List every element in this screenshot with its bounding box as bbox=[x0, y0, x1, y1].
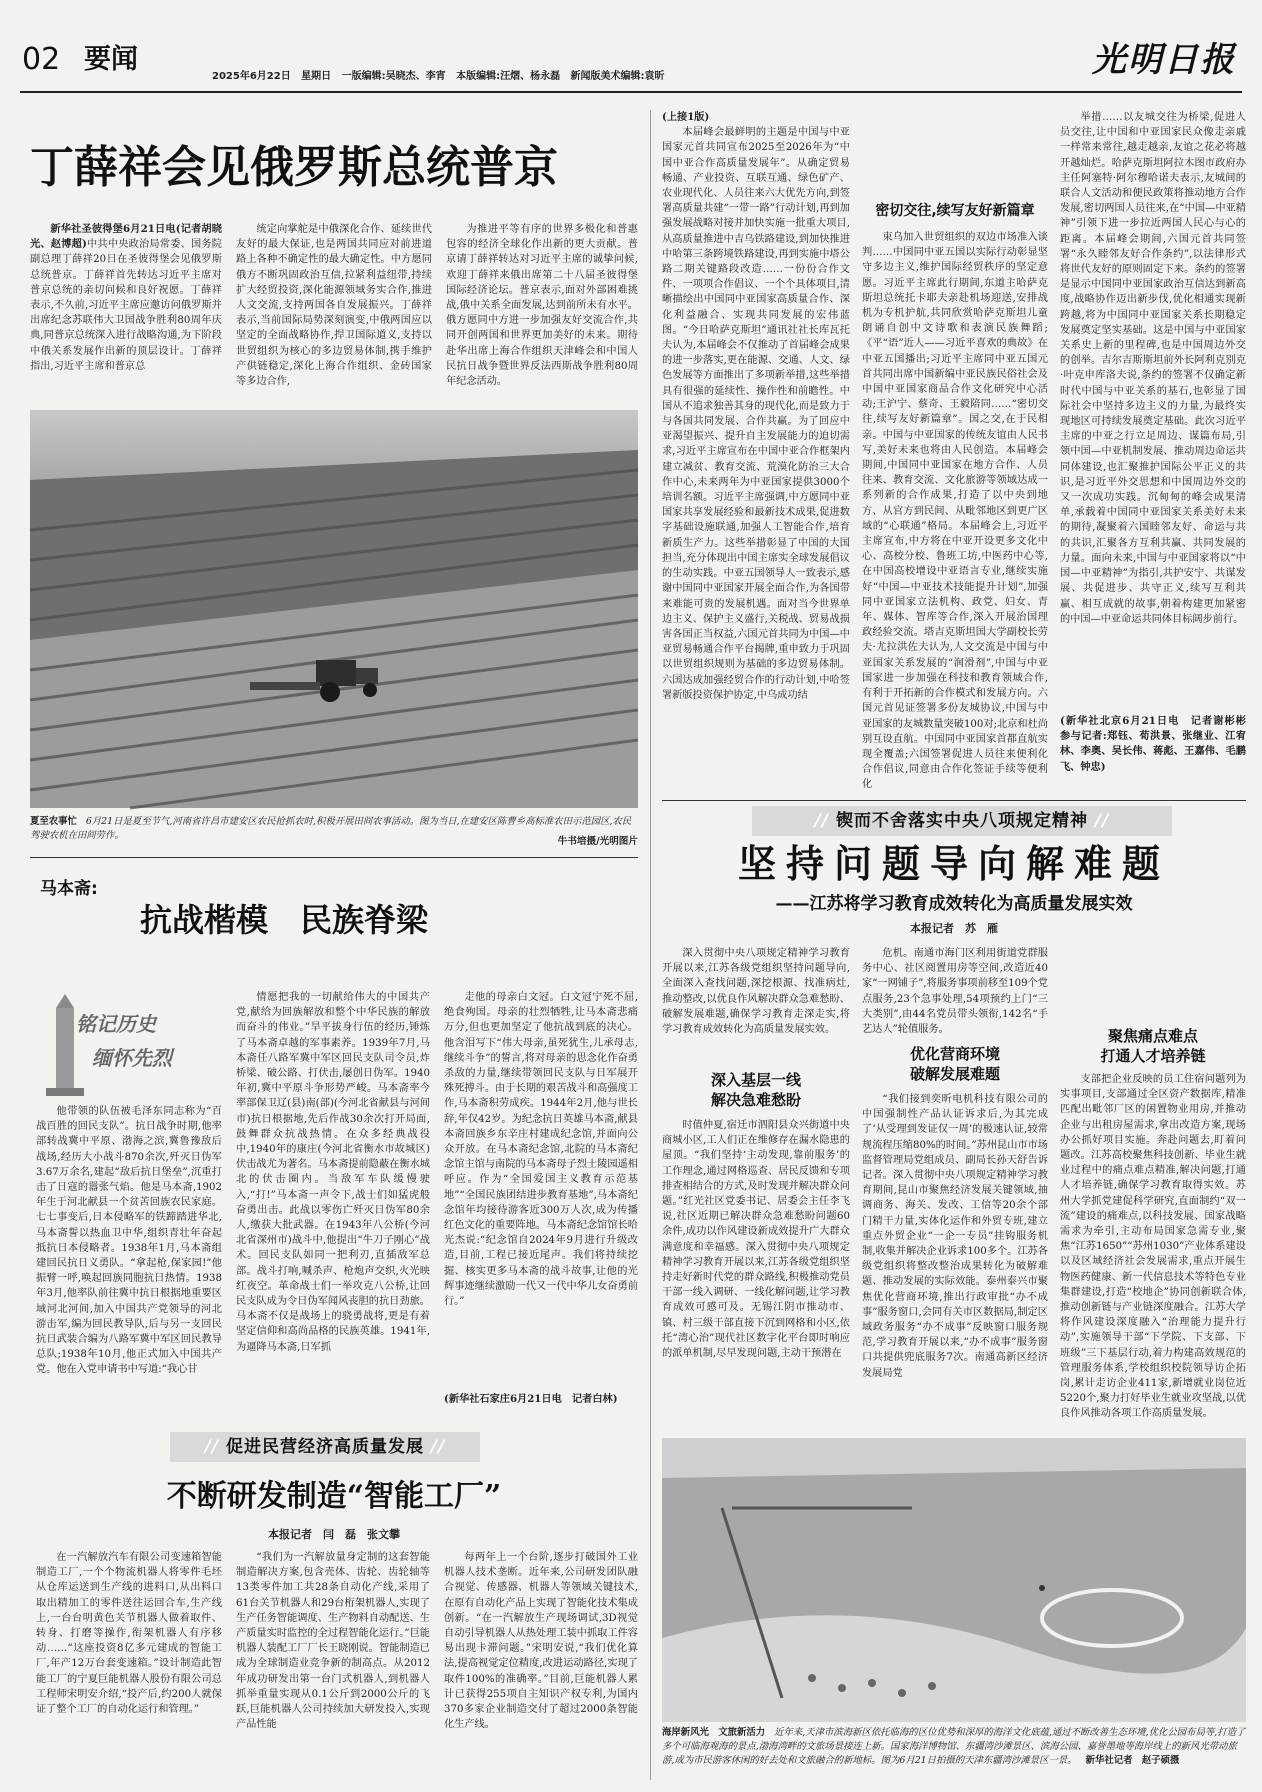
article2-col3 bbox=[444, 990, 638, 1392]
editor-credit-1: 一版编辑:吴晓杰、李宵 bbox=[341, 71, 446, 82]
jetski-icon bbox=[1039, 1585, 1045, 1591]
farm-caption-title: 夏至农事忙 bbox=[30, 816, 77, 827]
article4-col3-text: 举措……以友城交往为桥梁,促进人员交往,让中国和中亚国家民众像走亲戚一样常来常往,越走越亲,友谊之花必将越开越灿烂。哈萨克斯坦阿拉木图市政府办主任阿塞特·阿尔穆哈诺夫表示,友城间的联合人文活动和便民政策将推动地方合作发展,密切两国人员往来,在“中国—中亚精神”引领下进一步拉近两国人民心与心的距离。本届峰会期间,六国元首共同签署“永久睦邻友好合作条约”,以法律形式将世代友好的原则固定下来。条约的签署是显示中国同中亚国家政治互信达到新高度,战略协作迈出新步伐,优化相通实现新跨越,将为中国同中亚国家关系长期稳定发展奠定坚实基础。这是中国与中亚国家关系史上新的里程碑,也是中国周边外交的创举。吉尔吉斯斯坦前外长阿利克别克·叶克申库洛夫说,条约的签署不仅确定新时代中国与中亚关系的基石,也彰显了国际社会中坚持多边主义的力量,为最终实现地区可持续发展奠定基础。此次习近平主席的中亚之行立足周边、谋篇布局,引领中国—中亚机制发展、推动周边命运共同体建设,也汇聚推护国际公平正义的共识,是习近平外交思想和中国周边外交的又一次成功实践。沉甸甸的峰会成果清单,承载着中国同中亚国家关系美好未来的期待,凝聚着六国睦邻友好、命运与共的共识,汇聚各方互利共赢、共同发展的力量。面向未来,中国与中亚国家将以“中国—中亚精神”为指引,共护安宁、共谋发展、共促进步、共守正义,续写互利共赢、相互成就的故事,朝着构建更加紧密的中国—中亚命运共同体目标阔步前行。 bbox=[1060, 112, 1246, 625]
article4-col2-subhead-gap bbox=[862, 200, 1048, 230]
farm-photo-credit: 牛书培摄/光明图片 bbox=[557, 836, 638, 847]
beach-photo-credit: 新华社记者 赵子硕摄 bbox=[1085, 1755, 1180, 1766]
beach-caption-title: 海岸新风光 文旅新活力 bbox=[662, 1727, 766, 1738]
article4-col2-text: 束乌加入世贸组织的双边市场准入谈判……中国同中亚五国以实际行动彰显坚守多边主义,维护国际经贸秩序的坚定意愿。习近平主席此行期间,东道主哈萨克斯坦总统托卡耶夫亲赴机场迎送,安排战机为专机护航,共同欣赏哈萨克斯坦儿童朗诵自创中文诗歌和表演民族舞蹈;《平“语”近人——习近平喜欢的典故》在中亚五国播出;习近平主席同中亚五国元首共同出席中国新编中亚民族民俗社会及中国中亚国家商品合作文化研究中心活动;王沪宁、蔡奇、王毅陪同……“密切交往,续写友好新篇章”。国之交,在于民相亲。中国与中亚国家的传统友谊由人民书写,美好未来也将由人民创造。本届峰会期间,中国同中亚国家在地方合作、人员往来、教育交流、文化旅游等领域达成一系列新的合作成果,打造了以中央到地方、从官方到民间、从毗邻地区到更广区域的“心联通”格局。本届峰会上,习近平主席宣布,中方将在中亚开设更多文化中心、高校分校、鲁班工坊,中医药中心等,在中国高校增设中亚语言专业,继续实施好“中国—中亚技术技能提升计划”,加强同中亚国家立法机构、政党、妇女、青年、媒体、智库等合作,深入开展治国理政经验交流。塔吉克斯坦国大学副校长劳夫·尤拉洪佐夫认为,人文交流是中国与中亚国家关系发展的“润滑剂”,中国与中亚国家进一步加强在科技和教育领域合作,有利于开拓新的合作模式和发展方向。六国元首见证签署多份友城协议,中国与中亚国家的友城数量突破100对;北京和杜尚别互设直航。中国同中亚国家首都直航实现全覆盖;六国签署促进人员往来便利化合作倡议,同意由合作化签证手续等便利化 bbox=[862, 232, 1048, 791]
remember-history-logo bbox=[36, 990, 196, 1100]
article1-col2 bbox=[236, 222, 432, 398]
article1-col1 bbox=[30, 222, 222, 398]
section-name: 要闻 bbox=[84, 44, 138, 75]
article3-col2 bbox=[236, 1550, 430, 1786]
banner2-slash-left: // bbox=[814, 811, 830, 831]
masthead bbox=[0, 0, 1262, 92]
article5-subhead-1: 深入基层一线 解决急难愁盼 bbox=[710, 1071, 801, 1109]
article2-col1-text: 他带领的队伍被毛泽东同志称为“百战百胜的回民支队”。抗日战争时期,他率部转战冀中平原、渤海之滨,冀鲁豫敌后战场,经历大小战斗870余次,歼灭日伪军3.67万余名,建起“敌后抗日堡垒”,沉重打击了日寇的嚣张气焰。他是马本斋,1902年生于河北献县一个贫苦回族农民家庭。七七事变后,日本侵略军的铁蹄踏进华北,马本斋誓以热血卫中华,组织青壮年奋起抵抗日本侵略者。1938年1月,马本斋组建回民抗日义勇队。“拿起枪,保家园!”他振臂一呼,唤起回族同胞抗日热情。1938年3月,他率队前往冀中抗日根据地重要区域河北河间,加入中国共产党领导的河北游击军,编为回民教导队,后与另一支回民抗日武装合编为八路军冀中军区回民教导总队;1938年10月,他正式加入中国共产党。他在入党申请书中写道:“我心甘 bbox=[36, 1106, 222, 1376]
article2-sign bbox=[444, 1392, 638, 1424]
farm-photo-image bbox=[30, 410, 638, 808]
article5-col1b-text: 时值仲夏,宿迁市泗阳县众兴街道中央商城小区,工人们正在维修存在漏水隐患的屋顶。“我们坚持‘主动发现,靠前服务’的工作理念,通过网格巡查、居民反馈和专项排查相结合的方式,及时发现并解决群众问题。”红光社区党委书记、居委会主任李飞说,社区近期已解决群众急难愁盼问题60余件,成功以作风建设新成效提升广大群众满意度和幸福感。深入贯彻中央八项规定精神学习教育开展以来,江苏各级党组织坚持走好新时代党的群众路线,积极推动党员干部一线入调研、一线化解问题,让学习教育成效可感可及。无锡江阴市推动市、镇、村三级干部直接下沉到网格和小区,依托“湾心治”现代社区数字化平台即时响应的派单机制,尽早发现问题,主动干预潜在 bbox=[662, 1120, 850, 1360]
article5-subhead-2: 优化营商环境 破解发展难题 bbox=[909, 1045, 1000, 1083]
issue-date: 2025年6月22日 bbox=[212, 71, 291, 82]
article4-sign-text: (新华社北京6月21日电 记者谢彬彬 参与记者:郑钰、荀洪景、张继业、江宥林、李奥、吴长伟、蒋彪、王嘉伟、毛鹏飞、钟忠) bbox=[1060, 715, 1257, 773]
article4-continued: (上接1版) bbox=[662, 111, 710, 123]
headline-dingxuexiang: 丁薛祥会见俄罗斯总统普京 bbox=[30, 142, 558, 193]
article5-intro-text: 深入贯彻中央八项规定精神学习教育开展以来,江苏各级党组织坚持问题导向,全面深入查找问题,深挖根源、找准病灶,推动整改,以优良作风解决群众急难愁盼、破解发展难题,确保学习教育走深走实,将学习教育成效转化为高质量发展实效。 bbox=[662, 948, 850, 1036]
article3-col1 bbox=[36, 1550, 222, 1786]
article4-sign bbox=[1060, 714, 1257, 794]
page-number: 02 bbox=[22, 42, 61, 77]
beach-photo bbox=[662, 1438, 1246, 1722]
issue-weekday: 星期日 bbox=[301, 71, 332, 82]
article3-col3-text: 每两年上一个台阶,逐步打破国外工业机器人技术垄断。近年来,公司研发团队融合视觉、传感器、机器人等领域关键技术,在原有自动化产品上实现了智能化技术集成创新。“在一汽解放生产现场调试,3D视觉自动引导机器人从热处理工装中抓取工件容易出现卡滞问题。”宋明安说,“我们优化算法,提高视觉定位精度,改进运动路径,实现了取件100%的准确率。”目前,巨能机器人累计已获得255项自主知识产权专利,为国内370多家企业制造交付了超过2000条智能化生产线。 bbox=[444, 1552, 638, 1731]
article1-dateline: 新华社圣彼得堡6月21日电(记者胡晓光、赵博超) bbox=[30, 223, 222, 251]
divider-left-1 bbox=[30, 857, 638, 858]
article4-col2-spacer bbox=[862, 110, 1048, 200]
newspaper-logo: 光明日报 bbox=[1092, 40, 1236, 80]
page-column-divider bbox=[650, 110, 651, 1780]
art-editor-credit: 新闻版美术编辑:袁昕 bbox=[570, 71, 665, 82]
beach-photo-image bbox=[662, 1438, 1246, 1722]
article5-col2b-text: “我们接到奕昕电机科技有限公司的中国强制性产品认证诉求后,为其完成了‘从受理到发证仅一周’的极速认证,较常规流程压缩80%的时间。”苏州昆山市市场监督管理局党组成员、副局长孙天舒告诉记者。深入贯彻中央八项规定精神学习教育期间,昆山市聚焦经济发展关键领域,抽调商务、海关、发改、工信等20余个部门精干力量,实体化运作和外贸专班,建立重点外贸企业“一企一专员”挂钩服务机制,收集并解决企业诉求100多个。江苏各级党组织将整改整治成果转化为破解难题、推动发展的实际效能。泰州泰兴市聚焦优化营商环境,推出行政审批“办不成事”服务窗口,会同有关市区数据局,制定区域政务服务“办不成事”反映窗口服务规范,学习教育开展以来,“办不成事”服务窗口共提供兜底服务7次。南通高新区经济发展局党 bbox=[862, 1094, 1048, 1379]
problem-oriented-subtitle: ——江苏将学习教育成效转化为高质量发展实效 bbox=[775, 894, 1133, 914]
smart-factory-headline: 不断研发制造“智能工厂” bbox=[166, 1479, 502, 1514]
masthead-rule bbox=[20, 91, 1242, 93]
private-economy-banner-text: 促进民营经济高质量发展 bbox=[226, 1437, 424, 1457]
smart-factory-byline: 本报记者 闫 磊 张文攀 bbox=[268, 1528, 400, 1541]
private-economy-banner bbox=[170, 1432, 480, 1462]
farm-photo bbox=[30, 410, 638, 808]
banner-slash-left: // bbox=[204, 1437, 220, 1457]
logo-text-1: 铭记历史 bbox=[76, 1012, 156, 1036]
article1-col3 bbox=[446, 222, 638, 398]
beach-photo-caption bbox=[662, 1726, 1246, 1786]
problem-oriented-headline: 坚持问题导向解难题 bbox=[737, 841, 1170, 886]
eight-rules-banner-text: 锲而不舍落实中央八项规定精神 bbox=[836, 811, 1088, 831]
farm-caption-text: 6月21日是夏至节气,河南省许昌市建安区农民抢抓农时,积极开展田间农事活动。图为当日,在建安区陈曹乡高标准农田示范园区,农民驾驶农机在田间劳作。 bbox=[30, 816, 632, 841]
article5-col3-subhead-gap bbox=[1060, 1022, 1246, 1072]
article5-col2-body bbox=[862, 1092, 1048, 1430]
article4-col2 bbox=[862, 110, 1048, 792]
eight-rules-banner bbox=[752, 806, 1172, 836]
article4-col3 bbox=[1060, 110, 1246, 714]
banner-slash-right: // bbox=[430, 1437, 446, 1457]
article5-col2-top bbox=[862, 946, 1048, 1038]
article2-col2 bbox=[236, 990, 430, 1416]
article5-subhead-3: 聚焦痛点难点 打通人才培养链 bbox=[1100, 1027, 1206, 1065]
article1-col3-text: 为推进平等有序的世界多极化和普惠包容的经济全球化作出新的更大贡献。普京请丁薛祥转达对习近平主席的诚挚问候,欢迎丁薛祥来俄出席第二十八届圣彼得堡国际经济论坛。普京表示,面对外部困难挑战,俄中关系全面发展,达到前所未有水平。俄方愿同中方进一步加强友好交流合作,共同开创两国和世界更加美好的未来。期待赴华出席上海合作组织天津峰会和中国人民抗日战争暨世界反法西斯战争胜利80周年纪念活动。 bbox=[446, 224, 638, 388]
banner2-slash-right: // bbox=[1094, 811, 1110, 831]
article5-col1-intro bbox=[662, 946, 850, 1062]
article2-col1 bbox=[36, 1104, 222, 1416]
article5-col3 bbox=[1060, 946, 1246, 1430]
article3-col3 bbox=[444, 1550, 638, 1786]
article4-col1 bbox=[662, 110, 850, 792]
article1-col2-text: 统定向掌舵是中俄深化合作、延续世代友好的最大保证,也是两国共同应对前进道路上各种不确定性的最大确定性。中方愿同俄方不断巩固政治互信,拉紧利益纽带,持续扩大经贸投资,深化能源领域务实合作,推进人文交流,支持两国各自发展振兴。丁薛祥表示,当前国际局势深刻演变,中俄两国应以坚定的全面战略协作,捍卫国际道义,支持以世贸组织为核心的多边贸易体制,携手维护产供链稳定,深化上海合作组织、金砖国家等多边合作, bbox=[236, 224, 432, 388]
problem-oriented-byline: 本报记者 苏 雁 bbox=[910, 922, 998, 935]
article2-col3-text: 走他的母亲白文冠。白文冠宁死不屈,绝食殉国。母亲的壮烈牺牲,让马本斋悲痛万分,但也更加坚定了他抗战到底的决心。他含泪写下“伟大母亲,虽死犹生,儿承母志,继续斗争”的誓言,将对母亲的思念化作奋勇杀敌的力量,继续带领回民支队与日军展开殊死搏斗。由于长期的艰苦战斗和高强度工作,马本斋积劳成疾。1944年2月,他与世长辞,年仅42岁。为纪念抗日英雄马本斋,献县本斋回族乡东辛庄村建成纪念馆,并面向公众开放。在马本斋纪念馆,北院的马本斋纪念馆主馆与南院的马本斋母子烈士陵园遥相呼应。作为“全国爱国主义教育示范基地”“全国民族团结进步教育基地”,马本斋纪念馆年均接待游客近300万人次,成为传播红色文化的重要阵地。马本斋纪念馆馆长哈光杰说:“纪念馆自2024年9月进行升级改造,目前,工程已接近尾声。我们将持续挖掘、核实更多马本斋的战斗故事,让他的光辉事迹继续激励一代又一代中华儿女奋勇前行。” bbox=[444, 992, 638, 1308]
article3-col2-text: “我们为一汽解放量身定制的这套智能制造解决方案,包含壳体、齿轮、齿轮轴等13类零件加工共28条自动化产线,采用了61台关节机器人和29台桁架机器人,实现了生产任务智能调度、生产物料自动配送、生产质量实时监控的全过程智能化运行。”巨能机器人装配工厂厂长王晓刚说。智能制造已成为全球制造业竞争新的制高点。从2012年成功研发出第一台门式机器人,到机器人抓举重量实现从0.1公斤到2000公斤的飞跃,巨能机器人公司持续加大研发投入,实现产品性能 bbox=[236, 1552, 430, 1731]
article2-col2-text: 情愿把我的一切献给伟大的中国共产党,献给为回族解放和整个中华民族的解放而奋斗的伟业。”旱平拔身行伍的经历,锤炼了马本斋卓越的军事素养。1939年7月,马本斋任八路军冀中军区回民支队司令员,炸桥梁、破公路、打伏击,屡创日伪军。1940年初,冀中平原斗争形势严峻。马本斋率今率部保卫辽(县)南(部)(今河北省献县与河间市)抗日根据地,先后作战30余次打开局面,鼓舞群众抗战热情。在众多经典战役中,1940年的康庄(今河北省衡水市故城区)伏击战尤为著名。马本斋提前隐蔽在衡水城北的伏击圈内。当敌军车队缓慢驶入,“打!”马本斋一声令下,战士们如猛虎般奋勇出击。此战以零伤亡歼灭日伪军80余人,缴获大批武器。在1943年八公桥(今河北省深州市)战斗中,他提出“牛刀子刚心”战术。回民支队如同一把利刃,直插敌军总部。战斗打响,喊杀声、枪炮声交织,火光映红夜空。革命战士们一举攻克八公桥,让回民支队成为令日伪军闻风丧胆的抗日劲旅。马本斋不仅是战场上的骁勇战将,更是有着坚定信仰和高尚品格的民族英雄。1941年,为逼降马本斋,日军抓 bbox=[236, 992, 430, 1353]
issue-info bbox=[212, 70, 665, 84]
article4-col1-text: 本届峰会最鲜明的主题是中国与中亚国家元首共同宣布2025至2026年为“中国中亚合作高质量发展年”。从确定贸易畅通、产业投资、互联互通、绿色矿产、农业现代化、人员往来六大优先方向,到签署高质量共建“一带一路”行动计划,再到加强发展战略对接并加快实施一批重大项目,从高质量推进中吉乌铁路建设,到加快推进中哈第三条跨境铁路建设,再到实施中塔公路二期关键路段改造……一份份合作文件、一项项合作倡议、一个个具体项目,清晰描绘出中国同中亚国家高质量合作、深化利益融合、实现共同发展的宏伟蓝图。“今日哈萨克斯坦”通讯社社长库瓦托夫认为,本届峰会不仅推动了首届峰会成果的进一步落实,更在能源、交通、人文、绿色发展等方面推出了多项新举措,这些举措具有很强的延续性、操作性和前瞻性。中国从不追求独善其身的现代化,而是致力于与各国共同发展、合作共赢。为了回应中亚渴望振兴、提升自主发展能力的迫切需求,习近平主席宣布在中国中亚合作框架内建立减贫、教育交流、荒漠化防治三大合作中心,未来两年为中亚国家提供3000个培训名额。习近平主席强调,中方愿同中亚国家共享发展经验和最新技术成果,促进数字基础设施联通,加强人工智能合作,培育新质生产力。这些举措彰显了中国的大国担当,充分体现出中国主席实全球发展倡议的生动实践。中亚五国领导人一致表示,感谢中国同中亚国家开展全面合作,为各国带来难能可贵的发展机遇。面对当今世界单边主义、保护主义盛行,关税战、贸易战损害各国正当权益,六国元首共同为中国—中亚贸易畅通合作平台揭牌,重申致力于巩固以世贸组织规则为基础的多边贸易体制。六国达成加强经贸合作的行动计划,中哈签署新版投资保护协定,中乌成功结 bbox=[662, 127, 850, 701]
article3-col1-text: 在一汽解放汽车有限公司变速箱智能制造工厂,一个个物流机器人将零件毛坯从仓库运送到生产线的进料口,从出料口取出精加工的零件送往运回合车,生产线上,一台台明黄色关节机器人做着取件、转身、打磨等操作,衔架机器人有序移动……“这座投资8亿多元建成的智能工厂,年产12万台套变速箱。”设计制造此智能工厂的宁夏巨能机器人股份有限公司总工程师宋明安介绍,“投产后,约200人就保证了整个工厂的自动化运行和管理。” bbox=[36, 1552, 222, 1716]
mabenzhai-kicker: 马本斋: bbox=[40, 879, 98, 899]
editor-credit-2: 本版编辑:汪熠、杨永磊 bbox=[456, 71, 561, 82]
article5-col2-text: 危机。南通市海门区利用街道党群服务中心、社区阅置用房等空间,改造近40家“一网铺子”,将服务事项前移至109个党点服务,23个急事处理,54项预约上门“三大类别”,由44名党员带头领衔,142名“手艺达人”轮值服务。 bbox=[862, 948, 1048, 1036]
article5-col3-spacer-top bbox=[1060, 946, 1246, 1022]
beach-caption-text: 近年来,天津市滨海新区依托临海的区位优势和深厚的海洋文化底蕴,通过不断改善生态环境,优化公园布局等,打造了多个可临海观海的景点,渤海湾畔的文旅场景接连上新。国家海洋博物馆、东疆湾沙滩景区、滨海公园、嘉誉墨地等海岸线上的新风光带动旅游,成为市民游客休闲的好去处和文旅融合的新地标。图为6月21日拍摄的天津东疆湾沙滩景区一景。 bbox=[662, 1727, 1246, 1766]
article5-col1-body bbox=[662, 1118, 850, 1430]
mabenzhai-headline: 抗战楷模 民族脊梁 bbox=[140, 901, 429, 939]
article2-sign-text: (新华社石家庄6月21日电 记者白林) bbox=[444, 1393, 618, 1405]
article4-subhead: 密切交往,续写友好新篇章 bbox=[875, 203, 1035, 219]
article5-col3-text: 支部把企业反映的员工住宿问题列为实事项目,支部通过全区资产数据库,精准匹配出毗邻厂区的闲置物业用房,并推动企业与出租房屋需求,拿出改造方案,现场办公抓好项目实施。奔赴问题去,盯着问题改。江苏高校聚焦科技创新、毕业生就业过程中的痛点难点精准,解决问题,打通人才培养链,确保学习教育取得实效。苏州大学抓党建促科学研究,直面制约“双一流”建设的痛难点,以科技发展、国家战略需求为牵引,主动布局国家急需专业,聚焦“江苏1650”“苏州1030”产业体系建设以及区域经济社会发展需求,重点开展生物医药健康、新一代信息技术等特色专业集群建设,打造“校地企”协同创新联合体,推动创新链与产业链深度融合。江苏大学将作风建设深度融入“治理能力提升行动”,实施领导干部“下学院、下支部、下班级”三下基层行动,着力构建高效规范的管理服务体系,学校组织校院领导访企拓岗,累计走访企业411家,新增就业岗位近5220个,聚力打好毕业生就业攻坚战,以优良作风推动各项工作高质量发展。 bbox=[1060, 1074, 1246, 1420]
logo-text-2: 缅怀先烈 bbox=[92, 1046, 172, 1070]
divider-right-1 bbox=[662, 800, 1246, 801]
article1-col1-text: 中共中央政治局常委、国务院副总理丁薛祥20日在圣彼得堡会见俄罗斯总统普京。丁薛祥首先转达习近平主席对普京总统的亲切问候和良好祝愿。丁薛祥表示,不久前,习近平主席应邀访问俄罗斯并出席纪念苏联伟大卫国战争胜利80周年庆典,同普京总统深入进行战略沟通,为下阶段中俄关系发展作出新的顶层设计。丁薛祥指出,习近平主席和普京总 bbox=[30, 239, 222, 372]
